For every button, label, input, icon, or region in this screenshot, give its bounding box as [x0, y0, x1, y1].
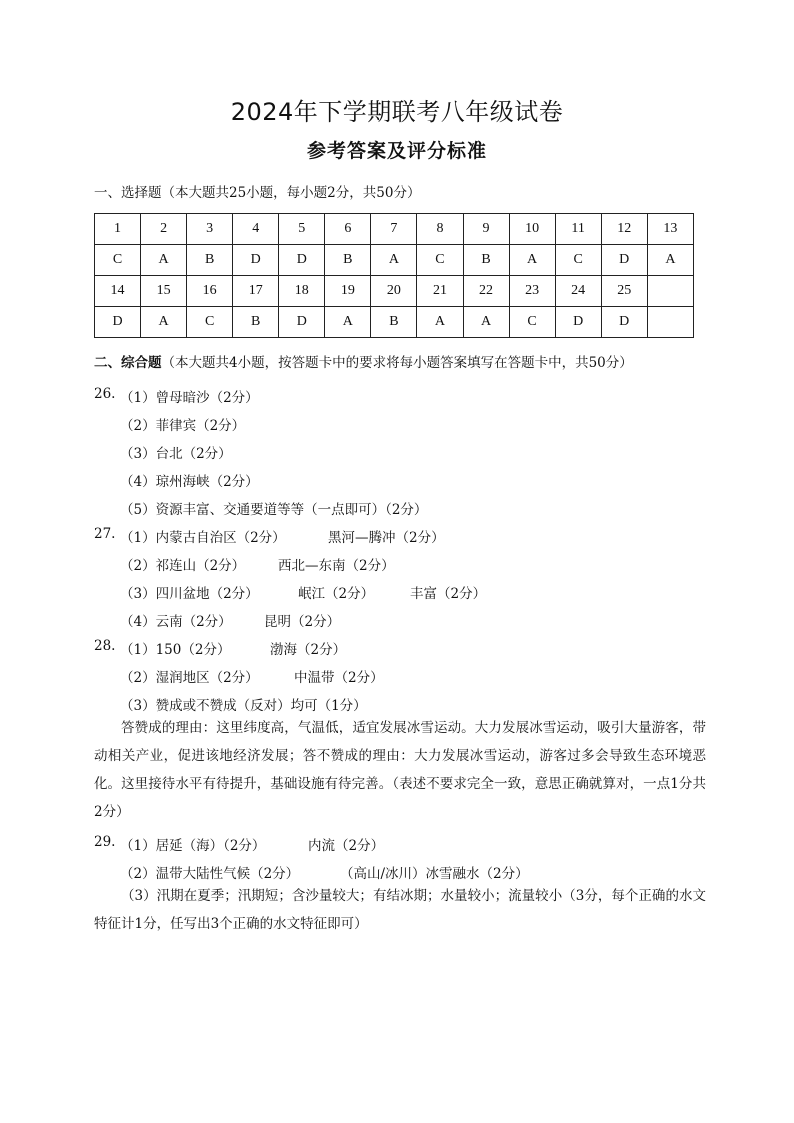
- q28-answer-3: （3）赞成或不赞成（反对）均可（1分）: [120, 698, 367, 714]
- table-cell: 14: [95, 276, 141, 307]
- table-cell: 21: [417, 276, 463, 307]
- table-cell: 25: [601, 276, 647, 307]
- table-cell: 11: [555, 214, 601, 245]
- question-28-number: 28.: [94, 638, 116, 654]
- q27-answer-3c: 丰富（2分）: [410, 586, 487, 602]
- table-cell: 3: [187, 214, 233, 245]
- q29-answer-2a: （2）温带大陆性气候（2分）: [120, 866, 300, 882]
- table-cell: D: [95, 307, 141, 338]
- table-cell: D: [601, 307, 647, 338]
- q29-answer-1b: 内流（2分）: [308, 838, 385, 854]
- question-27-number: 27.: [94, 526, 116, 542]
- q26-answer-1: （1）曾母暗沙（2分）: [120, 390, 259, 406]
- q27-answer-4b: 昆明（2分）: [264, 614, 341, 630]
- q28-answer-1b: 渤海（2分）: [270, 642, 347, 658]
- q28-answer-2b: 中温带（2分）: [294, 670, 384, 686]
- question-26-number: 26.: [94, 386, 116, 402]
- q28-answer-1a: （1）150（2分）: [120, 642, 231, 658]
- q27-answer-2a: （2）祁连山（2分）: [120, 558, 246, 574]
- q27-answer-2b: 西北—东南（2分）: [278, 558, 395, 574]
- table-cell: 2: [141, 214, 187, 245]
- q26-answer-2: （2）菲律宾（2分）: [120, 418, 246, 434]
- q29-answer-2b: （高山/冰川）冰雪融水（2分）: [340, 866, 529, 882]
- table-cell: 22: [463, 276, 509, 307]
- table-cell: A: [371, 245, 417, 276]
- q27-answer-3b: 岷江（2分）: [298, 586, 375, 602]
- table-row-answers-2: [95, 307, 694, 338]
- table-row-numbers-2: [95, 276, 694, 307]
- q26-answer-4: （4）琼州海峡（2分）: [120, 474, 259, 490]
- table-cell: A: [647, 245, 693, 276]
- table-cell: 20: [371, 276, 417, 307]
- table-cell: C: [187, 307, 233, 338]
- q26-answer-3: （3）台北（2分）: [120, 446, 232, 462]
- q29-answer-3: （3）汛期在夏季；汛期短；含沙量较大；有结冰期；水量较小；流量较小（3分，每个正确的水文特征计1分，任写出3个正确的水文特征即可）: [94, 888, 706, 932]
- page-title: 2024年下学期联考八年级试卷: [230, 98, 564, 126]
- table-cell: B: [325, 245, 371, 276]
- table-cell: 4: [233, 214, 279, 245]
- table-cell: 7: [371, 214, 417, 245]
- choice-answer-table: [94, 213, 694, 338]
- q27-answer-4a: （4）云南（2分）: [120, 614, 232, 630]
- table-cell: 15: [141, 276, 187, 307]
- table-cell: 8: [417, 214, 463, 245]
- table-cell: A: [141, 307, 187, 338]
- table-cell: D: [233, 245, 279, 276]
- table-cell: 9: [463, 214, 509, 245]
- table-cell: B: [463, 245, 509, 276]
- table-cell: 1: [95, 214, 141, 245]
- section-choice-heading: 一、选择题（本大题共25小题，每小题2分，共50分）: [94, 185, 421, 201]
- q27-answer-3a: （3）四川盆地（2分）: [120, 586, 259, 602]
- table-cell: 10: [509, 214, 555, 245]
- table-cell: 19: [325, 276, 371, 307]
- table-cell: 16: [187, 276, 233, 307]
- table-cell: [647, 307, 693, 338]
- question-29-number: 29.: [94, 834, 116, 850]
- table-cell: C: [417, 245, 463, 276]
- table-cell: D: [279, 307, 325, 338]
- table-cell: 6: [325, 214, 371, 245]
- section-heading-note: （本大题共4小题，按答题卡中的要求将每小题答案填写在答题卡中，共50分）: [161, 355, 633, 371]
- table-cell: A: [463, 307, 509, 338]
- table-cell: 17: [233, 276, 279, 307]
- table-cell: A: [141, 245, 187, 276]
- page-subtitle: 参考答案及评分标准: [306, 140, 487, 162]
- section-comprehensive-heading: [94, 351, 633, 371]
- table-cell: D: [555, 307, 601, 338]
- table-cell: A: [509, 245, 555, 276]
- table-cell: 12: [601, 214, 647, 245]
- q28-answer-2a: （2）湿润地区（2分）: [120, 670, 259, 686]
- table-cell: A: [417, 307, 463, 338]
- table-cell: 13: [647, 214, 693, 245]
- section-heading-label: 二、综合题: [94, 355, 162, 371]
- table-cell: B: [233, 307, 279, 338]
- q27-answer-1b: 黑河—腾冲（2分）: [328, 530, 445, 546]
- table-cell: 23: [509, 276, 555, 307]
- table-cell: B: [187, 245, 233, 276]
- table-row-answers-1: [95, 245, 694, 276]
- table-cell: C: [95, 245, 141, 276]
- q28-reason-paragraph: 答赞成的理由：这里纬度高，气温低，适宜发展冰雪运动。大力发展冰雪运动，吸引大量游客，带动相关产业，促进该地经济发展；答不赞成的理由：大力发展冰雪运动，游客过多会导致生态环境恶化。这里接待水平有待提升，基础设施有待完善。（表述不要求完全一致，意思正确就算对，一点1分共2分）: [94, 720, 706, 820]
- table-cell: 24: [555, 276, 601, 307]
- q29-answer-1a: （1）居延（海）（2分）: [120, 838, 266, 854]
- table-cell: [647, 276, 693, 307]
- table-cell: A: [325, 307, 371, 338]
- table-cell: 18: [279, 276, 325, 307]
- table-cell: 5: [279, 214, 325, 245]
- table-cell: D: [279, 245, 325, 276]
- table-cell: B: [371, 307, 417, 338]
- table-cell: C: [555, 245, 601, 276]
- q27-answer-1a: （1）内蒙古自治区（2分）: [120, 530, 286, 546]
- table-row-numbers-1: [95, 214, 694, 245]
- table-cell: C: [509, 307, 555, 338]
- q26-answer-5: （5）资源丰富、交通要道等等（一点即可）（2分）: [120, 502, 428, 518]
- table-cell: D: [601, 245, 647, 276]
